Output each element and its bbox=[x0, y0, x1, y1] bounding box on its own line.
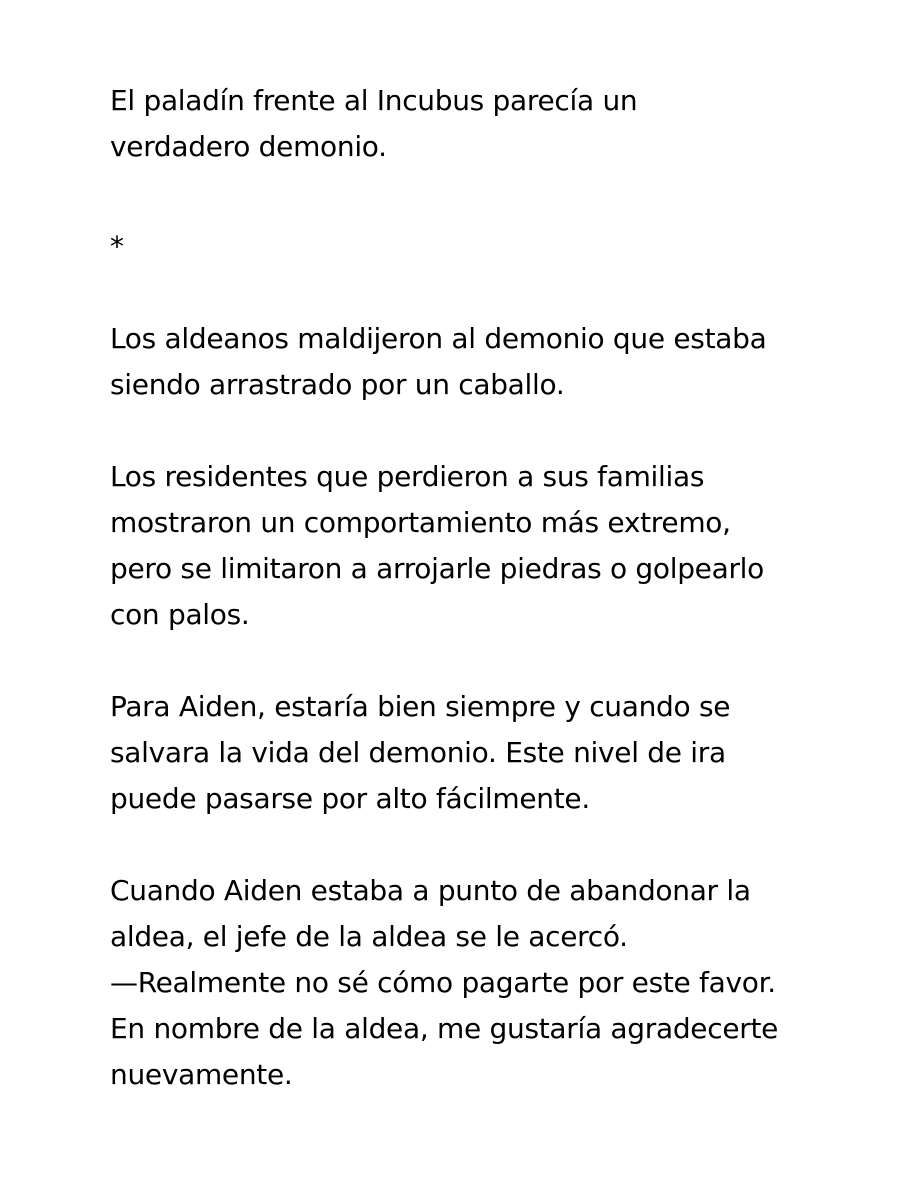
document-page bbox=[110, 78, 810, 1144]
text-line: pero se limitaron a arrojarle piedras o golpearlo bbox=[110, 552, 764, 585]
text-line: mostraron un comportamiento más extremo, bbox=[110, 506, 731, 539]
text-line: En nombre de la aldea, me gustaría agradecerte bbox=[110, 1012, 779, 1045]
scene-separator: * bbox=[110, 230, 124, 263]
text-line: nuevamente. bbox=[110, 1058, 293, 1091]
text-line: El paladín frente al Incubus parecía un bbox=[110, 84, 638, 117]
paragraph bbox=[110, 684, 810, 822]
text-line: con palos. bbox=[110, 598, 250, 631]
text-line: Los residentes que perdieron a sus familias bbox=[110, 460, 705, 493]
text-line: siendo arrastrado por un caballo. bbox=[110, 368, 565, 401]
text-line: Los aldeanos maldijeron al demonio que estaba bbox=[110, 322, 767, 355]
paragraph bbox=[110, 78, 810, 170]
text-line: Para Aiden, estaría bien siempre y cuando se bbox=[110, 690, 731, 723]
text-line: verdadero demonio. bbox=[110, 130, 387, 163]
text-line: —Realmente no sé cómo pagarte por este favor. bbox=[110, 966, 776, 999]
paragraph bbox=[110, 316, 810, 408]
text-line: Cuando Aiden estaba a punto de abandonar la bbox=[110, 874, 751, 907]
text-line: puede pasarse por alto fácilmente. bbox=[110, 782, 590, 815]
paragraph bbox=[110, 454, 810, 638]
text-line: aldea, el jefe de la aldea se le acercó. bbox=[110, 920, 628, 953]
text-line: salvara la vida del demonio. Este nivel de ira bbox=[110, 736, 726, 769]
paragraph bbox=[110, 868, 810, 960]
dialogue-paragraph bbox=[110, 960, 810, 1098]
